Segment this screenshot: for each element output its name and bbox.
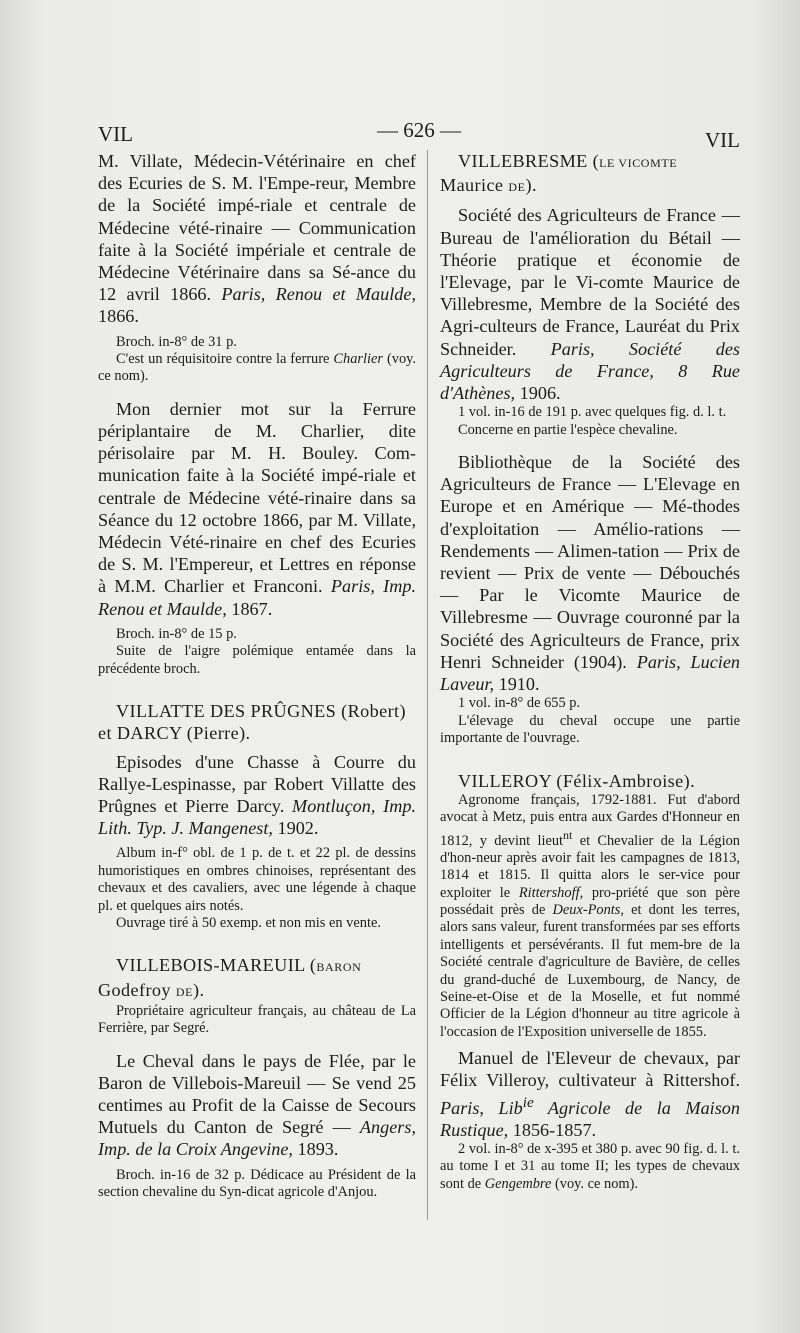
entry-format: 2 vol. in-8° de x-395 et 380 p. avec 90 fig. d. l. t. au tome I et 31 au tome II; les types de chevaux sont de Gengembre (voy. ce nom). (440, 1141, 740, 1192)
entry-villate-1 (98, 150, 416, 386)
entry-note: C'est un réquisitoire contre la ferrure Charlier (voy. ce nom). (98, 351, 417, 385)
entry-publisher: Paris, Renou et Maulde, (221, 284, 416, 305)
entry-note: Concerne en partie l'espèce chevaline. (458, 421, 678, 438)
entry-villeroy (440, 770, 740, 1194)
entry-year: 1867. (226, 598, 273, 619)
entry-publisher: Paris, Lib$^{ie}$ Agricole de la Maison Rustique, (440, 1093, 740, 1140)
entry-villate-2 (98, 398, 416, 678)
entry-publisher: Montluçon, Imp. Lith. Typ. J. Mangenest, (98, 795, 416, 839)
left-column (98, 150, 416, 1201)
running-head-left: VIL (98, 122, 133, 146)
running-head-right: VIL (705, 128, 740, 152)
entry-year: 1910. (494, 674, 540, 695)
entry-heading: VILLEBOIS-MAREUIL (BARON Godefroy DE). (98, 955, 362, 1000)
entry-publisher: Paris, Imp. Renou et Maulde, (98, 576, 416, 619)
entry-format: Broch. in-8° de 15 p. (116, 625, 237, 642)
entry-publisher: Angers, Imp. de la Croix Angevine, (98, 1117, 416, 1160)
column-rule (427, 150, 428, 1220)
entry-year: 1893. (292, 1139, 339, 1160)
entry-bio: Agronome français, 1792-1881. Fut d'abord avocat à Metz, puis entra aux Gardes d'Honneur en 1812, y devint lieut$^{nt}$ et Chevalier de la Légion d'hon-neur après avoir fait les campagnes de 1813, 1814 et 1815. Il quitta alors le ser-vice pour exploiter le Rittershoff, pro-priété que son père possédait près de Deux-Ponts, et dont les terres, alors sans valeur, furent transformées par ses efforts intelligents et persévérants. Il fut mem-bre de la Société centrale d'agriculture de Bavière, de celles du grand-duché de Luxembourg, de Nancy, de Seine-et-Oise et de la Moselle, et fut nommé Officier de la Légion d'honneur au titre agricole à l'occasion de l'Exposition universelle de 1855. (440, 791, 740, 1040)
entry-text: Le Cheval dans le pays de Flée, par le Baron de Villebois-Mareuil — Se vend 25 centimes au Profit de la Caisse de Secours Mutuels du Canton de Segré — (98, 1050, 416, 1138)
entry-villebresme (440, 150, 740, 748)
entry-publisher: Paris, Société des Agriculteurs de France, 8 Rue d'Athènes, (440, 338, 740, 404)
entry-text: M. Villate, Médecin-Vétérinaire en chef des Ecuries de S. M. l'Empe-reur, Membre de la Société impé-riale et centrale de Médecine vété-rinaire — Communication faite à la Société impériale et centrale de Médecine Vétérinaire dans sa Sé-ance du 12 avril 1866. (98, 151, 416, 305)
entry-format: Broch. in-16 de 32 p. Dédicace au Président de la section chevaline du Syn-dicat agricole d'Anjou. (98, 1166, 416, 1200)
entry-text: Episodes d'une Chasse à Courre du Rallye-Lespinasse, par Robert Villatte des Prûgnes et Pierre Darcy. (98, 751, 416, 816)
right-column (440, 150, 740, 1193)
entry-text: Mon dernier mot sur la Ferrure périplantaire de M. Charlier, dite périsolaire par M. H. Bouley. Com-munication faite à la Société impé-riale et centrale de Médecine vété-rinaire dans sa Séance du 12 octobre 1866, par M. Villate, Médecin Vété-rinaire en chef des Ecuries de S. M. l'Empereur, et Lettres en réponse à M.M. Charlier et Franconi. (98, 398, 416, 597)
entry-note: Ouvrage tiré à 50 exemp. et non mis en vente. (116, 914, 381, 931)
entry-heading: VILLEBRESME (LE VICOMTE Maurice DE). (440, 151, 678, 196)
entry-heading: VILLATTE DES PRÛGNES (Robert) et DARCY (Pierre). (98, 701, 406, 744)
entry-publisher: Paris, Lucien Laveur, (440, 651, 741, 695)
entry-year: 1856-1857. (508, 1119, 597, 1140)
entry-text: Bibliothèque de la Société des Agriculteurs de France — L'Elevage en Europe et en Amérique — Mé-thodes d'exploitation — Amélio-rations — Rendements — Alimen-tation — Prix de revient — Prix de vente — Débouchés — Par le Vicomte Maurice de Villebresme — Ouvrage couronné par la Société des Agriculteurs de France, prix Henri Schneider (1904). (440, 452, 740, 672)
entry-text: Manuel de l'Eleveur de chevaux, par Félix Villeroy, cultivateur à Rittershof. (440, 1048, 740, 1091)
entry-format: 1 vol. in-16 de 191 p. avec quelques fig. d. l. t. (458, 404, 727, 421)
page-number: — 626 — (377, 118, 461, 142)
entry-note: Suite de l'aigre polémique entamée dans la précédente broch. (98, 643, 416, 677)
entry-year: 1902. (272, 818, 319, 839)
entry-note: L'élevage du cheval occupe une partie importante de l'ouvrage. (440, 712, 740, 747)
entry-text: Société des Agriculteurs de France — Bureau de l'amélioration du Bétail — Théorie pratique et économie de l'Elevage, par le Vi-comte Maurice de Villebresme, Membre de la Société des Agri-culteurs de France, Lauréat du Prix Schneider. (440, 205, 740, 359)
entry-format: 1 vol. in-8° de 655 p. (458, 695, 581, 712)
entry-year: 1866. (98, 306, 139, 327)
entry-format: Album in-f° obl. de 1 p. de t. et 22 pl. de dessins humoristiques en ombres chinoises, représentant des chevaux et des cavaliers, avec une légende à chaque pl. et quelques airs notés. (98, 845, 416, 914)
page-header (98, 118, 740, 154)
entry-villatte (98, 700, 416, 932)
entry-villebois (98, 954, 416, 1201)
entry-format: Broch. in-8° de 31 p. (116, 333, 237, 350)
entry-year: 1906. (515, 383, 561, 404)
entry-heading: VILLEROY (Félix-Ambroise). (458, 770, 696, 791)
entry-bio: Propriétaire agriculteur français, au château de La Ferrière, par Segré. (98, 1002, 416, 1037)
